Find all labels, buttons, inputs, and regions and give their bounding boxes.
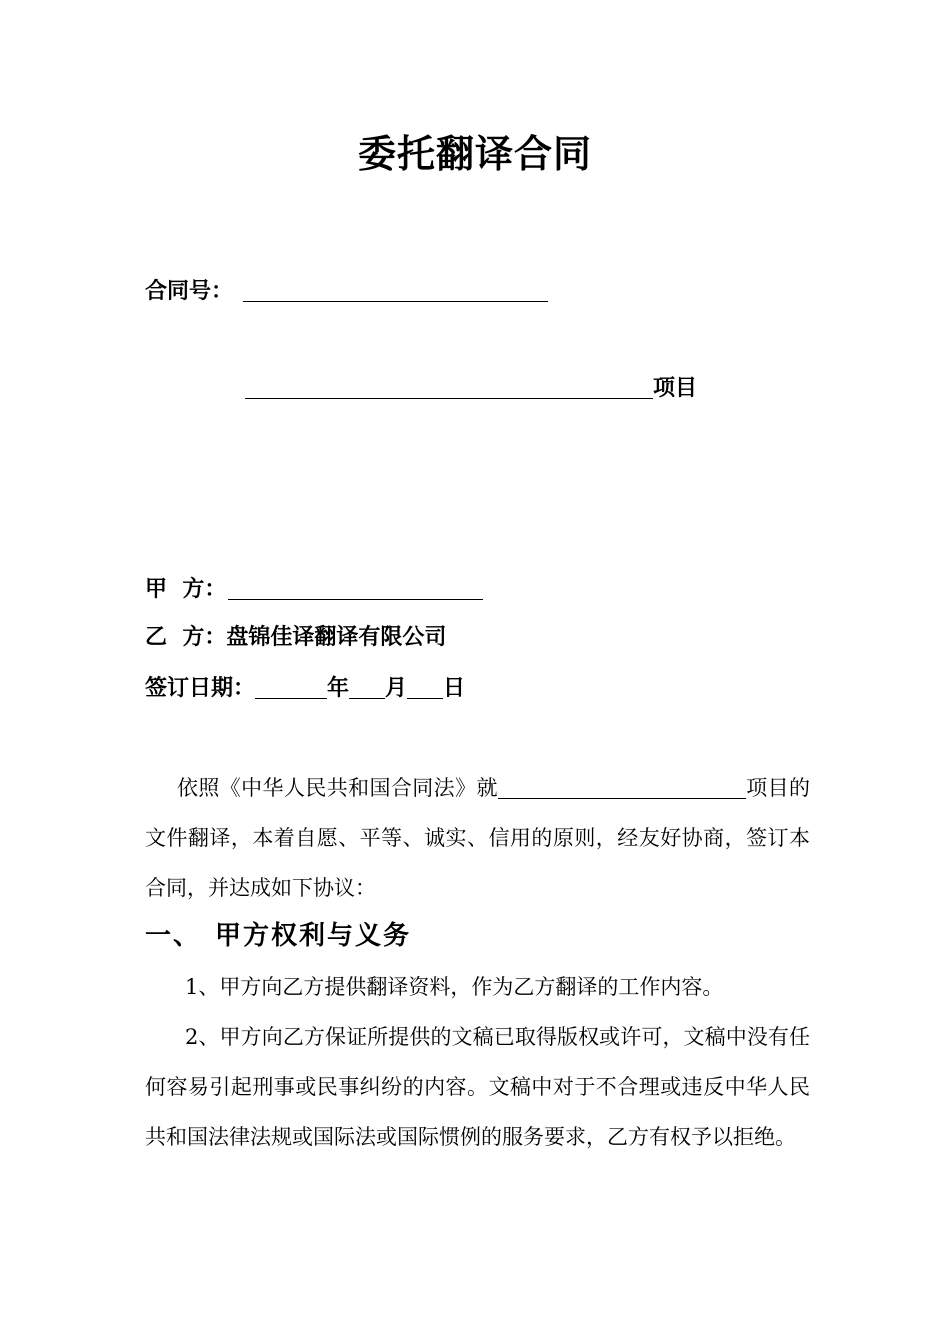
month-label: 月 xyxy=(385,676,408,701)
day-blank[interactable] xyxy=(407,697,443,699)
intro-paragraph xyxy=(145,763,810,913)
section-1-clause-1: 1、甲方向乙方提供翻译资料，作为乙方翻译的工作内容。 xyxy=(185,975,724,999)
month-blank[interactable] xyxy=(349,697,385,699)
party-a-blank[interactable] xyxy=(228,598,483,600)
contract-number-label: 合同号： xyxy=(145,279,234,304)
intro-text-end: 项目的文件翻译，本着自愿、平等、诚实、信用的原则，经友好协商，签订本合同，并达成如下协议： xyxy=(145,776,811,900)
sign-date-line xyxy=(145,675,465,703)
party-a-label: 甲 方： xyxy=(145,577,227,602)
document-title: 委托翻译合同 xyxy=(357,132,592,176)
intro-project-blank[interactable] xyxy=(498,797,746,799)
year-blank[interactable] xyxy=(255,697,327,699)
intro-text-start: 依照《中华人民共和国合同法》就 xyxy=(177,776,498,800)
section-1-number: 一、 xyxy=(145,921,202,951)
year-label: 年 xyxy=(327,676,350,701)
section-1-heading xyxy=(145,914,411,958)
party-b-label: 乙 方： xyxy=(145,625,227,650)
party-b-name: 盘锦佳译翻译有限公司 xyxy=(226,625,447,650)
party-a-line xyxy=(145,576,483,604)
project-name-line xyxy=(245,375,697,403)
sign-date-label: 签订日期： xyxy=(145,676,256,701)
project-name-blank[interactable] xyxy=(245,397,653,399)
contract-number-line xyxy=(145,278,548,306)
party-b-line xyxy=(145,624,446,652)
project-suffix: 项目 xyxy=(653,376,698,401)
section-1-clause-2: 2、甲方向乙方保证所提供的文稿已取得版权或许可，文稿中没有任何容易引起刑事或民事纠纷的内容。文稿中对于不合理或违反中华人民共和国法律法规或国际法或国际惯例的服务要求，乙方有权予以拒绝。 xyxy=(145,1025,810,1149)
day-label: 日 xyxy=(443,676,466,701)
contract-number-blank[interactable] xyxy=(243,300,548,302)
section-1-title: 甲方权利与义务 xyxy=(215,921,412,951)
